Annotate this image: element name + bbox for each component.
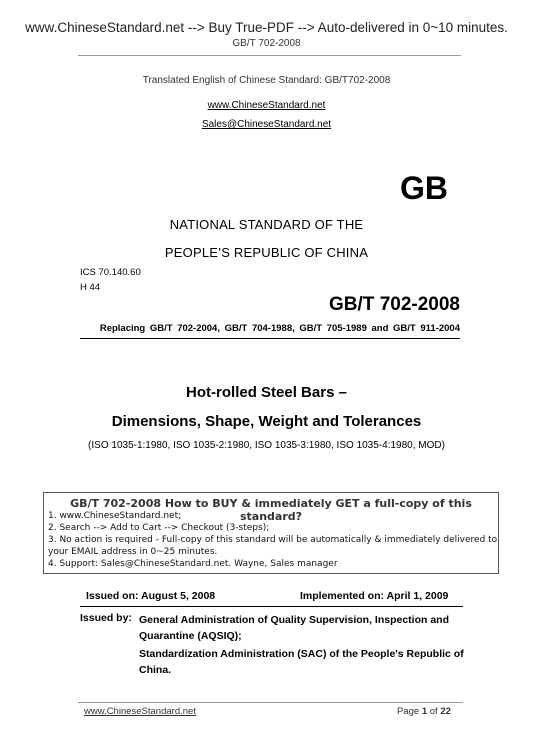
footer-divider [78, 702, 463, 703]
iso-reference: (ISO 1035-1:1980, ISO 1035-2:1980, ISO 1035-3:1980, ISO 1035-4:1980, MOD) [88, 440, 445, 451]
implemented-on: Implemented on: April 1, 2009 [300, 590, 449, 602]
buy-info-box [43, 492, 499, 574]
replacing-note: Replacing GB/T 702-2004, GB/T 704-1988, GB/T 705-1989 and GB/T 911-2004 [99, 323, 460, 334]
issuer-aqsiq: General Administration of Quality Supervision, Inspection and Quarantine (AQSIQ); [139, 614, 449, 642]
issuer-sac: Standardization Administration (SAC) of the People's Republic of China. [139, 648, 464, 676]
header-doc-code: GB/T 702-2008 [232, 38, 301, 49]
replacing-divider [80, 338, 460, 339]
ics-code: ICS 70.140.60 [80, 267, 141, 278]
sales-email-row [0, 114, 533, 132]
document-title-line1: Hot-rolled Steel Bars – [186, 384, 347, 401]
page-indicator [397, 706, 451, 717]
standard-number: GB/T 702-2008 [329, 294, 460, 315]
h-code: H 44 [80, 282, 101, 293]
issue-divider [80, 606, 463, 607]
national-standard-line2: PEOPLE’S REPUBLIC OF CHINA [164, 245, 369, 260]
national-standard-line1: NATIONAL STANDARD OF THE [169, 217, 364, 232]
gb-logo: GB [400, 170, 448, 206]
issued-on: Issued on: August 5, 2008 [86, 590, 216, 602]
sales-email-link[interactable]: Sales@ChineseStandard.net [201, 119, 332, 130]
page-total: 22 [440, 706, 451, 717]
buy-item-delivery-cont: your EMAIL address in 0~25 minutes. [48, 547, 218, 557]
site-link[interactable]: www.ChineseStandard.net [207, 100, 326, 111]
site-link-row [0, 95, 533, 113]
header-banner: www.ChineseStandard.net --> Buy True-PDF --> Auto-delivered in 0~10 minutes. [25, 20, 508, 35]
translated-note: Translated English of Chinese Standard: GB/T702-2008 [142, 75, 391, 86]
buy-item-delivery: 3. No action is required - Full-copy of this standard will be automatically & immediately delivered to [48, 535, 498, 545]
footer-site-link[interactable]: www.ChineseStandard.net [84, 706, 196, 717]
page-of: of [427, 706, 441, 717]
page-current: 1 [421, 706, 428, 717]
page-prefix: Page [397, 706, 422, 717]
buy-item-support: 4. Support: Sales@ChineseStandard.net. Wayne, Sales manager [48, 559, 338, 569]
buy-item-steps: 2. Search --> Add to Cart --> Checkout (3-steps); [48, 523, 270, 533]
buy-item-site: 1. www.ChineseStandard.net; [48, 511, 182, 521]
document-title-line2: Dimensions, Shape, Weight and Tolerances [111, 413, 422, 430]
header-divider [78, 55, 461, 56]
issued-by-label: Issued by: [80, 612, 132, 624]
buy-box-title: GB/T 702-2008 How to BUY & immediately GET a full-copy of this standard? [70, 497, 472, 523]
